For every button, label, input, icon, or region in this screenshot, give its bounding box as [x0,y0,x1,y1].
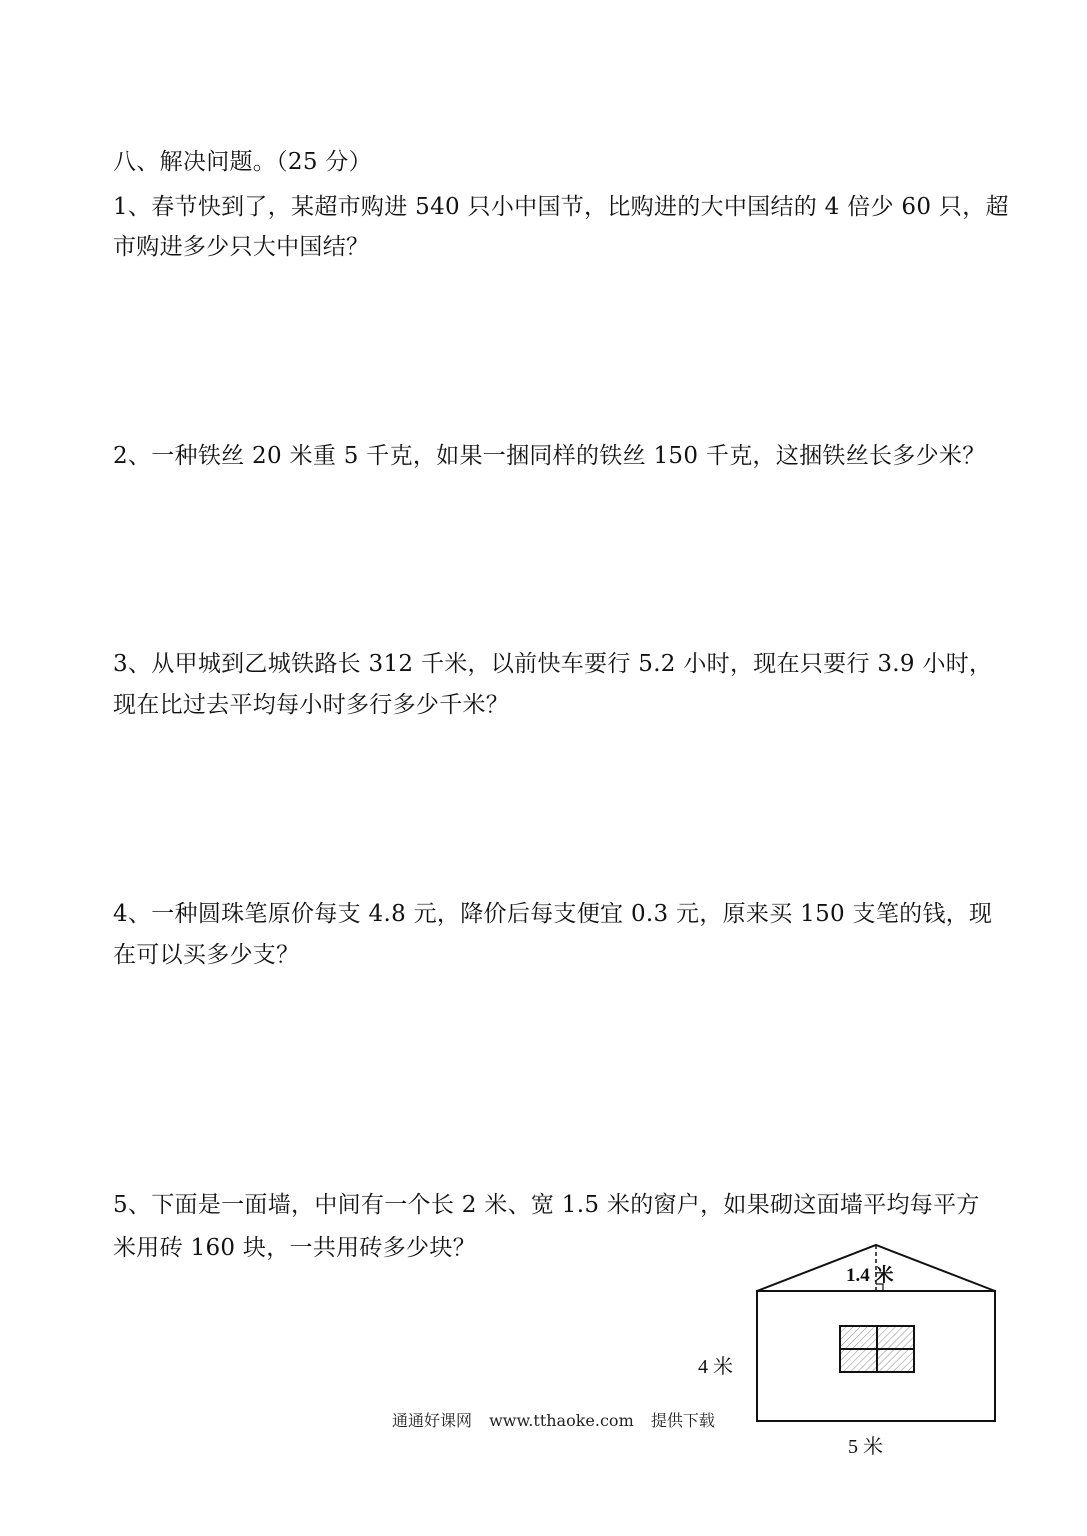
problem-1-line-2: 市购进多少只大中国结？ [113,234,370,260]
problem-4-line-1: 4、一种圆珠笔原价每支 4.8 元，降价后每支便宜 0.3 元，原来买 150 支笔的钱，现 [113,901,993,927]
problem-1-line-1: 1、春节快到了，某超市购进 540 只小中国节，比购进的大中国结的 4 倍少 60 只，超 [113,194,1009,220]
footer-site-name: 通通好课网 [392,1411,473,1430]
wall-figure [690,1235,1020,1475]
problem-2-line-1: 2、一种铁丝 20 米重 5 千克，如果一捆同样的铁丝 150 千克，这捆铁丝长多少米？ [113,443,986,469]
footer-note: 提供下载 [650,1411,715,1430]
wall-width-label: 5 米 [848,1436,883,1458]
roof-height-label: 1.4 米 [846,1265,894,1286]
problem-3-line-1: 3、从甲城到乙城铁路长 312 千米，以前快车要行 5.2 小时，现在只要行 3.9 小时， [113,651,993,677]
problem-3-line-2: 现在比过去平均每小时多行多少千米？ [113,692,510,718]
footer-url[interactable]: www.tthaoke.com [489,1411,634,1430]
footer [392,1410,727,1432]
section-title: 八、解决问题。（25 分） [113,149,372,175]
problem-4-line-2: 在可以买多少支？ [113,942,300,968]
wall-height-label: 4 米 [698,1356,733,1378]
problem-5-line-2: 米用砖 160 块，一共用砖多少块？ [113,1235,476,1261]
wall-diagram [690,1235,1020,1475]
problem-5-line-1: 5、下面是一面墙，中间有一个长 2 米、宽 1.5 米的窗户，如果砌这面墙平均每平方 [113,1192,980,1218]
